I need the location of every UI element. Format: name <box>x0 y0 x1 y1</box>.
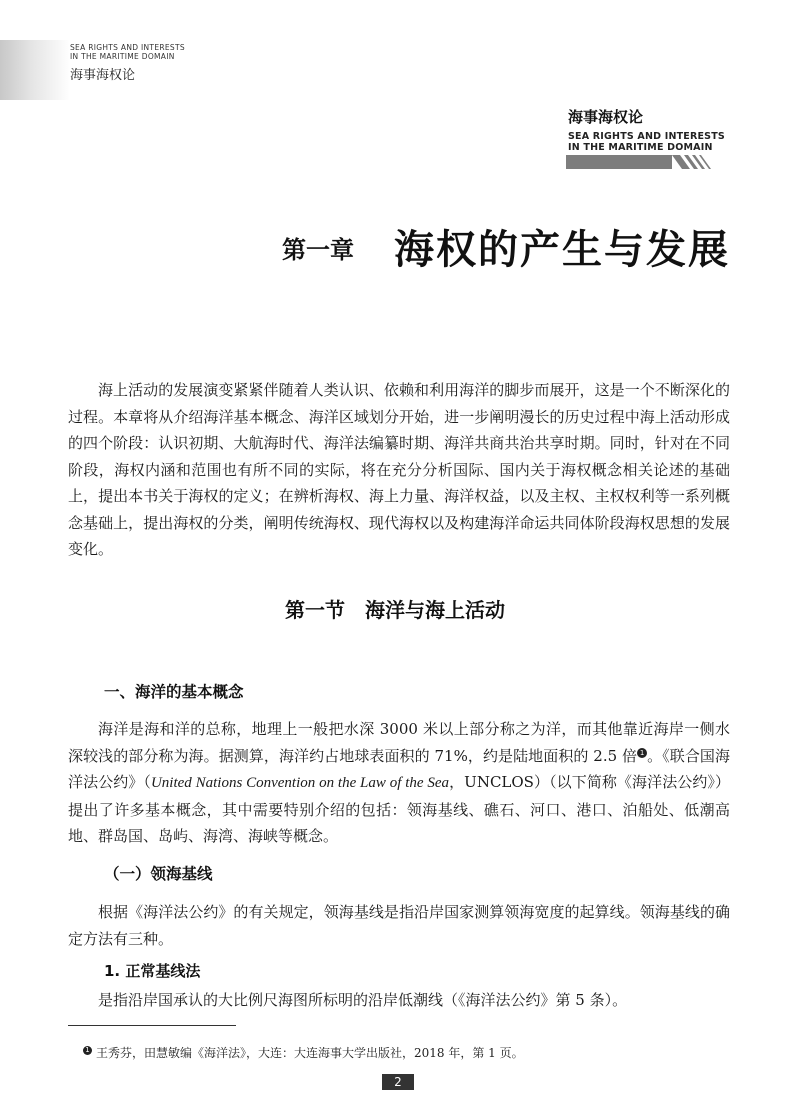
subsection-heading: 一、海洋的基本概念 <box>104 683 244 701</box>
book-title-en-line2: IN THE MARITIME DOMAIN <box>568 142 713 153</box>
running-header-en-line2: IN THE MARITIME DOMAIN <box>70 52 175 61</box>
unclos-english-title: United Nations Convention on the Law of the Sea <box>150 775 450 791</box>
chapter-label: 第一章 <box>282 236 354 264</box>
stripes-decoration <box>672 155 722 169</box>
footnote-ref-mark[interactable]: 1 <box>637 748 647 758</box>
baseline-paragraph: 根据《海洋法公约》的有关规定，领海基线是指沿岸国家测算领海宽度的起算线。领海基线的确定方法有三种。 <box>68 903 730 948</box>
footnote-text: 王秀芬，田慧敏编《海洋法》，大连：大连海事大学出版社，2018 年，第 1 页。 <box>96 1046 524 1060</box>
header-gradient-decoration <box>0 40 70 100</box>
subsubsection-heading: （一）领海基线 <box>104 865 213 883</box>
footnote-mark: 1 <box>83 1046 92 1055</box>
running-header-en-line1: SEA RIGHTS AND INTERESTS <box>70 43 185 52</box>
intro-paragraph: 海上活动的发展演变紧紧伴随着人类认识、依赖和利用海洋的脚步而展开，这是一个不断深化的过程。本章将从介绍海洋基本概念、海洋区域划分开始，进一步阐明漫长的历史过程中海上活动形成的四个阶段：认识初期、大航海时代、海洋法编纂时期、海洋共商共治共享时期。同时，针对在不同阶段，海权内涵和范围也有所不同的实际，将在充分分析国际、国内关于海权概念相关论述的基础上，提出本书关于海权的定义；在辨析海权、海上力量、海洋权益，以及主权、主权权利等一系列概念基础上，提出海权的分类，阐明传统海权、现代海权以及构建海洋命运共同体阶段海权思想的发展变化。 <box>68 381 730 558</box>
footnote-rule <box>68 1025 236 1026</box>
section-title: 第一节 海洋与海上活动 <box>285 598 505 622</box>
chapter-title: 海权的产生与发展 <box>394 226 730 273</box>
book-title-en-line1: SEA RIGHTS AND INTERESTS <box>568 131 725 142</box>
para-text-1: 海洋是海和洋的总称，地理上一般把水深 3000 米以上部分称之为洋，而其他靠近海岸一侧水深较浅的部分称为海。据测算，海洋约占地球表面积的 71%，约是陆地面积的 2.5 倍 <box>68 720 730 765</box>
para-text-2: 。《联合国海洋法公约》（ <box>68 746 730 791</box>
subsection-paragraph <box>68 716 730 850</box>
para-text-3: ，UNCLOS）（以下简称《海洋法公约》）提出了许多基本概念，其中需要特别介绍的包括：领海基线、礁石、河口、港口、泊船处、低潮高地、群岛国、岛屿、海湾、海峡等概念。 <box>68 773 730 845</box>
item-paragraph: 是指沿岸国承认的大比例尺海图所标明的沿岸低潮线（《海洋法公约》第 5 条）。 <box>98 991 628 1009</box>
page-number: 2 <box>382 1074 414 1090</box>
running-header-cn: 海事海权论 <box>70 68 136 83</box>
item-heading: 1. 正常基线法 <box>104 962 201 980</box>
book-title-cn: 海事海权论 <box>568 108 644 126</box>
